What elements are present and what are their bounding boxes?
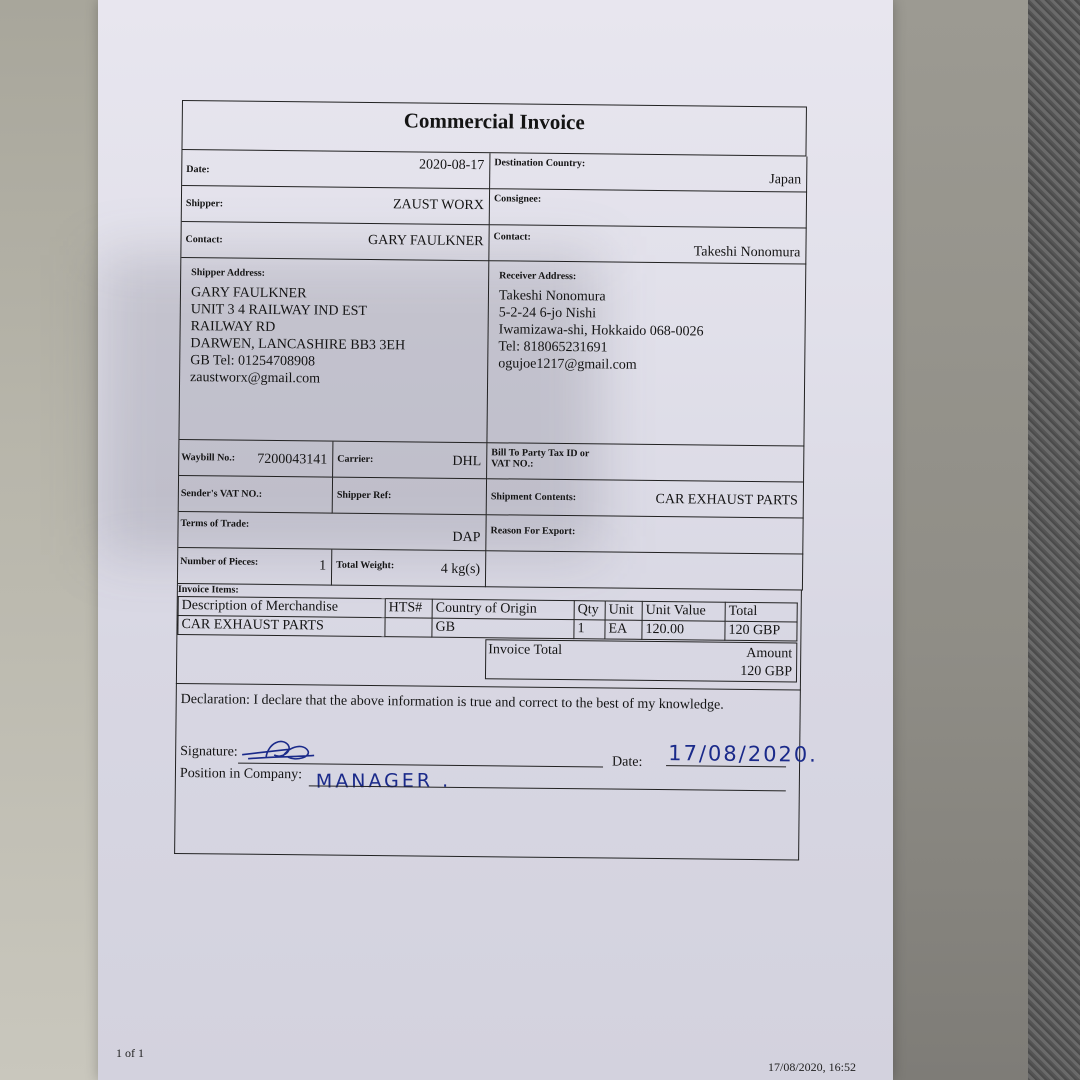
table-cell: 1 bbox=[574, 620, 605, 639]
waybill-value: 7200043141 bbox=[257, 451, 328, 468]
receiver-address-label: Receiver Address: bbox=[499, 270, 577, 283]
contents-cell bbox=[487, 479, 804, 518]
handwritten-date: 17/08/2020. bbox=[668, 741, 819, 767]
col-header: Description of Merchandise bbox=[178, 596, 385, 617]
col-header: Unit bbox=[605, 601, 642, 620]
col-header: Qty bbox=[574, 601, 605, 620]
shipper-ref-label: Shipper Ref: bbox=[336, 489, 392, 502]
sender-vat-cell bbox=[179, 476, 333, 514]
shipper-value: ZAUST WORX bbox=[392, 197, 484, 214]
receiver-address-line: Tel: 818065231691 bbox=[498, 339, 608, 356]
signature-mark bbox=[238, 735, 318, 766]
declaration-text: Declaration: I declare that the above information is true and correct to the best of my knowledge. bbox=[180, 692, 724, 713]
print-timestamp: 17/08/2020, 16:52 bbox=[768, 1060, 857, 1074]
shipper-address-line: GARY FAULKNER bbox=[190, 285, 307, 302]
amount-label: Amount bbox=[746, 645, 793, 662]
col-header: Country of Origin bbox=[432, 599, 574, 619]
invoice-total-box bbox=[485, 639, 797, 682]
col-header: HTS# bbox=[385, 599, 432, 618]
shipper-address-label: Shipper Address: bbox=[191, 267, 266, 279]
table-cell: EA bbox=[605, 620, 642, 639]
carrier-value: DHL bbox=[452, 453, 482, 470]
carrier-label: Carrier: bbox=[337, 453, 374, 466]
consignee-label: Consignee: bbox=[493, 193, 542, 205]
col-header: Total bbox=[725, 602, 797, 622]
contents-value: CAR EXHAUST PARTS bbox=[655, 491, 798, 509]
invoice-amount bbox=[740, 645, 792, 682]
waybill-label: Waybill No.: bbox=[181, 452, 236, 464]
weight-cell bbox=[332, 550, 486, 588]
table-cell: GB bbox=[432, 618, 574, 638]
contact2-label: Contact: bbox=[493, 231, 531, 243]
consignee-cell bbox=[490, 189, 807, 228]
weight-value: 4 kg(s) bbox=[440, 561, 481, 578]
invoice-items-section bbox=[176, 584, 802, 691]
contact-value: GARY FAULKNER bbox=[367, 232, 484, 250]
shipper-cell bbox=[182, 186, 490, 225]
table-cell bbox=[385, 618, 432, 637]
date-cell bbox=[182, 150, 490, 189]
handwritten-position: MANAGER . bbox=[315, 769, 452, 793]
reason-label: Reason For Export: bbox=[490, 525, 576, 538]
table-cell: CAR EXHAUST PARTS bbox=[178, 615, 385, 636]
date-label: Date: bbox=[186, 164, 210, 176]
destination-cell bbox=[490, 153, 807, 192]
shipper-address-line: DARWEN, LANCASHIRE BB3 3EH bbox=[190, 336, 406, 354]
date-line bbox=[666, 765, 786, 767]
invoice-title: Commercial Invoice bbox=[181, 100, 806, 157]
declaration-section bbox=[174, 684, 819, 861]
date-value: 2020-08-17 bbox=[418, 157, 485, 174]
blank-cell bbox=[486, 551, 803, 590]
receiver-address-line: 5-2-24 6-jo Nishi bbox=[498, 305, 597, 322]
terms-label: Terms of Trade: bbox=[180, 518, 250, 530]
shipper-address-line: UNIT 3 4 RAILWAY IND EST bbox=[190, 302, 368, 319]
table-cell: 120 GBP bbox=[725, 621, 797, 641]
pieces-cell bbox=[178, 548, 332, 586]
background-granite bbox=[1028, 0, 1080, 1080]
amount-value: 120 GBP bbox=[740, 663, 793, 680]
shipper-address-line: RAILWAY RD bbox=[190, 319, 276, 335]
bill-to-label-1: Bill To Party Tax ID or bbox=[491, 447, 590, 460]
contents-label: Shipment Contents: bbox=[490, 491, 577, 504]
sender-vat-label: Sender's VAT NO.: bbox=[180, 488, 263, 500]
invoice-items-table bbox=[177, 596, 797, 641]
shipper-address-line: zaustworx@gmail.com bbox=[190, 370, 321, 387]
destination-label: Destination Country: bbox=[494, 157, 586, 170]
waybill-cell bbox=[179, 440, 333, 478]
shipper-address-cell bbox=[179, 258, 489, 443]
pieces-value: 1 bbox=[319, 558, 327, 574]
contact-cell bbox=[181, 222, 489, 261]
destination-value: Japan bbox=[769, 172, 802, 188]
signature-label: Signature: bbox=[180, 744, 238, 760]
bill-to-label-2: VAT NO.: bbox=[491, 458, 534, 470]
weight-label: Total Weight: bbox=[336, 559, 395, 572]
contact2-cell bbox=[489, 225, 806, 264]
receiver-address-line: Takeshi Nonomura bbox=[498, 288, 606, 305]
carrier-cell bbox=[333, 442, 487, 480]
invoice-items-label: Invoice Items: bbox=[177, 583, 239, 596]
invoice-total-label: Invoice Total bbox=[488, 642, 563, 659]
shipper-label: Shipper: bbox=[185, 198, 224, 210]
page-number: 1 of 1 bbox=[116, 1046, 144, 1060]
terms-value: DAP bbox=[452, 529, 481, 546]
bill-to-cell bbox=[487, 443, 804, 482]
receiver-address-cell bbox=[487, 261, 806, 446]
receiver-address-line: Iwamizawa-shi, Hokkaido 068-0026 bbox=[498, 322, 704, 340]
receiver-address-line: ogujoe1217@gmail.com bbox=[498, 356, 637, 373]
table-cell: 120.00 bbox=[642, 620, 725, 640]
sign-date-label: Date: bbox=[612, 754, 643, 770]
col-header: Unit Value bbox=[642, 601, 725, 621]
contact-label: Contact: bbox=[185, 234, 223, 246]
shipper-address-line: GB Tel: 01254708908 bbox=[190, 353, 316, 370]
pieces-label: Number of Pieces: bbox=[180, 556, 259, 568]
terms-cell bbox=[178, 512, 486, 551]
reason-cell bbox=[486, 515, 803, 554]
invoice-form bbox=[174, 100, 819, 861]
position-label: Position in Company: bbox=[179, 766, 303, 783]
shipper-ref-cell bbox=[333, 478, 487, 516]
contact2-value: Takeshi Nonomura bbox=[693, 244, 801, 261]
